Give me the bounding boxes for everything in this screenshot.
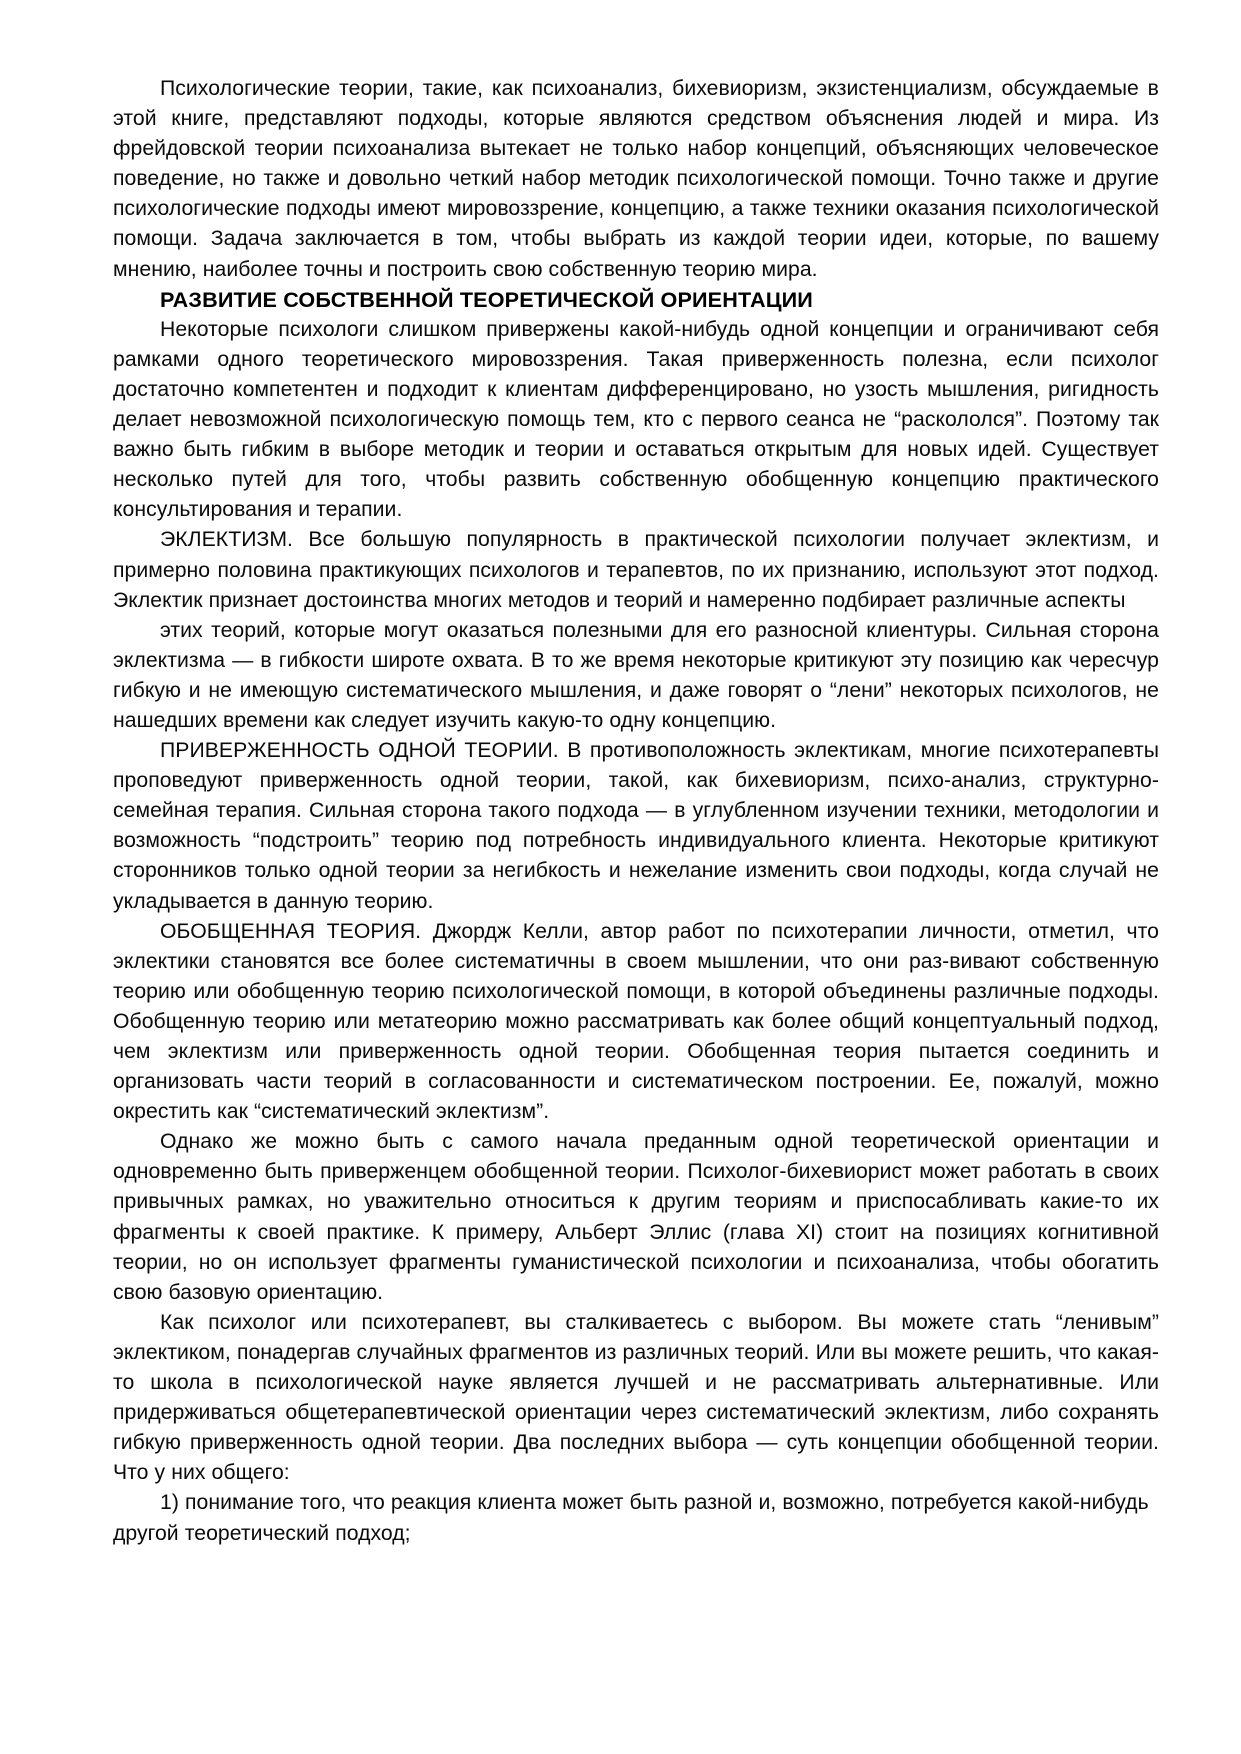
section-heading: РАЗВИТИЕ СОБСТВЕННОЙ ТЕОРЕТИЧЕСКОЙ ОРИЕНТАЦИИ: [160, 286, 813, 312]
paragraph-eclecticism: ЭКЛЕКТИЗМ. Все большую популярность в практической психологии получает эклектизм, и примерно половина практикующих психологов и терапевтов, по их признанию, используют этот подход. Эклектик признает достоинства многих методов и теорий и намеренно подбирает различные аспекты: [113, 528, 1159, 612]
paragraph-list-item-1: 1) понимание того, что реакция клиента может быть разной и, возможно, потребуется какой-нибудь другой теоретический подход;: [113, 1491, 1149, 1545]
paragraph-choice: Как психолог или психотерапевт, вы сталкиваетесь с выбором. Вы можете стать “ленивым” эклектиком, понадергав случайных фрагментов из различных теорий. Или вы можете решить, что какая-то школа в психологической науке является лучшей и не рассматривать альтернативные. Или придерживаться общетерапевтической ориентации через систематический эклектизм, либо сохранять гибкую приверженность одной теории. Два последних выбора — суть концепции обобщенной теории. Что у них общего:: [113, 1310, 1159, 1485]
paragraph-intro: Психологические теории, такие, как психоанализ, бихевиоризм, экзистенциализм, обсуждаемые в этой книге, представляют подходы, которые являются средством объяснения людей и мира. Из фрейдовской теории психоанализа вытекает не только набор концепций, объясняющих человеческое поведение, но также и довольно четкий набор методик психологической помощи. Точно также и другие психологические подходы имеют мировоззрение, концепцию, а также техники оказания психологической помощи. Задача заключается в том, чтобы выбрать из каждой теории идеи, которые, по вашему мнению, наиболее точны и построить свою собственную теорию мира.: [113, 77, 1159, 281]
page-text-column: [113, 74, 1159, 1549]
paragraph-eclecticism-continued: этих теорий, которые могут оказаться полезными для его разносной клиентуры. Сильная сторона эклектизма — в гибкости широте охвата. В то же время некоторые критикуют эту позицию как чересчур гибкую и не имеющую систематического мышления, и даже говорят о “лени” некоторых психологов, не нашедших времени как следует изучить какую-то одну концепцию.: [113, 618, 1159, 732]
paragraph-generalized-theory: ОБОБЩЕННАЯ ТЕОРИЯ. Джордж Келли, автор работ по психотерапии личности, отметил, что эклектики становятся все более систематичны в своем мышлении, что они раз-вивают собственную теорию или обобщенную теорию психологической помощи, в которой объединены различные подходы. Обобщенную теорию или метатеорию можно рассматривать как более общий концептуальный подход, чем эклектизм или приверженность одной теории. Обобщенная теория пытается соединить и организовать части теорий в согласованности и систематическом построении. Ее, пожалуй, можно окрестить как “систематический эклектизм”.: [113, 919, 1159, 1124]
paragraph-single-theory-commitment-intro: Некоторые психологи слишком привержены какой-нибудь одной концепции и ограничивают себя рамками одного теоретического мировоззрения. Такая приверженность полезна, если психолог достаточно компетентен и подходит к клиентам дифференцировано, но узость мышления, ригидность делает невозможной психологическую помощь тем, кто с первого сеанса не “раскололся”. Поэтому так важно быть гибким в выборе методик и теории и оставаться открытым для новых идей. Существует несколько путей для того, чтобы развить собственную обобщенную концепцию практического консультирования и терапии.: [113, 317, 1159, 522]
paragraph-combined-orientation: Однако же можно быть с самого начала преданным одной теоретической ориентации и одновременно быть приверженцем обобщенной теории. Психолог-бихевиорист может работать в своих привычных рамках, но уважительно относиться к другим теориям и приспосабливать какие-то их фрагменты к своей практике. К примеру, Альберт Эллис (глава XI) стоит на позициях когнитивной теории, но он использует фрагменты гуманистической психологии и психоанализа, чтобы обогатить свою базовую ориентацию.: [113, 1130, 1159, 1304]
paragraph-one-theory-commitment: ПРИВЕРЖЕННОСТЬ ОДНОЙ ТЕОРИИ. В противоположность эклектикам, многие психотерапевты проповедуют приверженность одной теории, такой, как бихевиоризм, психо-анализ, структурно-семейная терапия. Сильная сторона такого подхода — в углубленном изучении техники, методологии и возможность “подстроить” теорию под потребность индивидуального клиента. Некоторые критикуют сторонников только одной теории за негибкость и нежелание изменить свои подходы, когда случай не укладывается в данную теорию.: [113, 739, 1159, 913]
